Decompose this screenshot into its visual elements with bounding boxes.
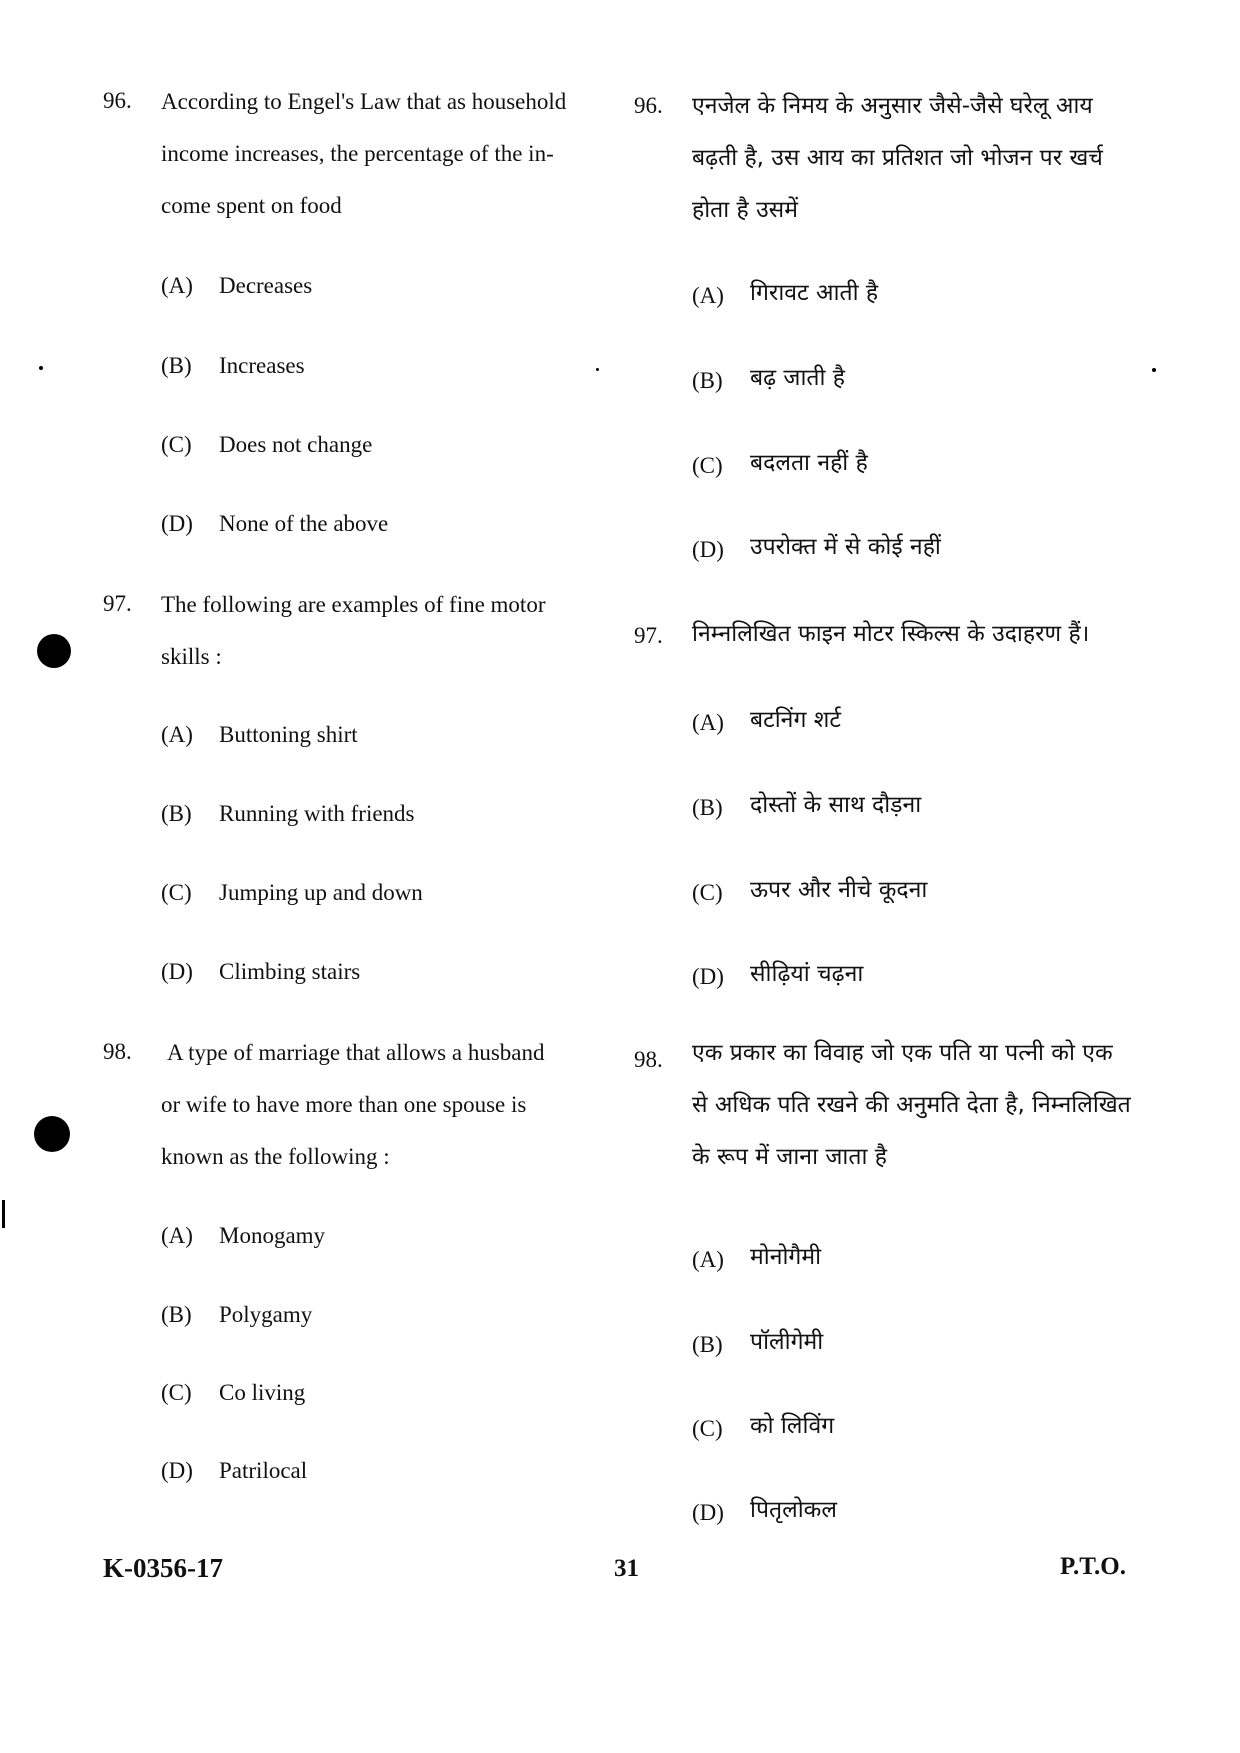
question-line: एनजेल के निमय के अनुसार जैसे-जैसे घरेलू आय (692, 93, 1093, 119)
scan-speck (39, 366, 43, 370)
option-label: (B) (161, 801, 192, 826)
option-text: Climbing stairs (219, 959, 361, 984)
question-line: होता है उसमें (692, 197, 798, 223)
question-line: skills : (161, 644, 222, 669)
scan-speck (1152, 368, 1156, 372)
page-number: 31 (614, 1555, 639, 1582)
question-line: A type of marriage that allows a husband (167, 1040, 545, 1065)
question-number-96-en: 96. (103, 88, 132, 113)
option-text: बदलता नहीं है (750, 450, 868, 476)
option-text: Does not change (219, 432, 373, 457)
option-text: Running with friends (219, 801, 415, 826)
question-line: बढ़ती है, उस आय का प्रतिशत जो भोजन पर खर्च (692, 145, 1103, 171)
option-text: पॉलीगेमी (750, 1329, 824, 1355)
question-line: income increases, the percentage of the in- (161, 141, 554, 166)
punch-hole-mark (34, 1116, 70, 1152)
option-text: पितृलोकल (750, 1497, 837, 1523)
question-line: से अधिक पति रखने की अनुमति देता है, निम्नलिखित (692, 1092, 1131, 1118)
question-text-96-hi (692, 80, 1167, 236)
question-line: एक प्रकार का विवाह जो एक पति या पत्नी को एक (692, 1040, 1113, 1066)
option-text: बढ़ जाती है (750, 365, 846, 391)
question-text-98-en (161, 1027, 621, 1183)
option-label: (A) (692, 710, 724, 735)
option-text: Decreases (219, 273, 313, 298)
option-label: (B) (692, 368, 723, 393)
option-label: (D) (161, 959, 193, 984)
option-label: (C) (692, 880, 723, 905)
question-number-96-hi: 96. (634, 93, 663, 118)
option-text: None of the above (219, 511, 389, 536)
option-label: (C) (692, 453, 723, 478)
option-label: (B) (161, 353, 192, 378)
option-label: (A) (692, 283, 724, 308)
option-label: (A) (161, 722, 193, 747)
scan-speck (596, 368, 599, 371)
option-label: (D) (692, 1500, 724, 1525)
option-label: (D) (161, 1458, 193, 1483)
question-line: The following are examples of fine motor (161, 592, 546, 617)
option-label: (C) (161, 880, 192, 905)
question-number-98-en: 98. (103, 1039, 132, 1064)
question-number-98-hi: 98. (634, 1047, 663, 1072)
scan-edge-mark (2, 1200, 5, 1228)
question-line: के रूप में जाना जाता है (692, 1144, 887, 1170)
question-line: come spent on food (161, 193, 342, 218)
option-label: (C) (161, 1380, 192, 1405)
option-text: दोस्तों के साथ दौड़ना (750, 792, 922, 818)
option-label: (B) (692, 795, 723, 820)
option-text: Buttoning shirt (219, 722, 358, 747)
option-label: (D) (692, 537, 724, 562)
option-label: (A) (161, 1223, 193, 1248)
question-text-98-hi (692, 1027, 1167, 1183)
option-label: (D) (161, 511, 193, 536)
option-label: (A) (161, 273, 193, 298)
option-label: (D) (692, 964, 724, 989)
option-text: Patrilocal (219, 1458, 308, 1483)
pto-label: P.T.O. (1060, 1553, 1126, 1580)
option-label: (A) (692, 1247, 724, 1272)
question-text-96-en (161, 76, 621, 232)
option-label: (C) (692, 1416, 723, 1441)
question-number-97-hi: 97. (634, 623, 663, 648)
option-text: Increases (219, 353, 305, 378)
option-text: सीढ़ियां चढ़ना (750, 961, 864, 987)
question-line: According to Engel's Law that as household (161, 89, 567, 114)
option-text: Polygamy (219, 1302, 313, 1327)
question-text-97-hi (692, 608, 1167, 660)
option-text: गिरावट आती है (750, 280, 879, 306)
punch-hole-mark (37, 634, 71, 668)
option-text: ऊपर और नीचे कूदना (750, 877, 928, 903)
option-text: Monogamy (219, 1223, 326, 1248)
option-text: उपरोक्त में से कोई नहीं (750, 534, 941, 560)
question-text-97-en (161, 579, 621, 683)
question-line: निम्नलिखित फाइन मोटर स्किल्स के उदाहरण हैं। (692, 621, 1090, 647)
question-line: or wife to have more than one spouse is (161, 1092, 527, 1117)
option-label: (B) (161, 1302, 192, 1327)
option-text: को लिविंग (750, 1413, 835, 1439)
option-label: (C) (161, 432, 192, 457)
option-label: (B) (692, 1332, 723, 1357)
option-text: मोनोगैमी (750, 1244, 822, 1270)
option-text: Co living (219, 1380, 306, 1405)
paper-code: K-0356-17 (103, 1553, 223, 1583)
option-text: बटनिंग शर्ट (750, 707, 841, 733)
question-number-97-en: 97. (103, 591, 132, 616)
question-line: known as the following : (161, 1144, 390, 1169)
option-text: Jumping up and down (219, 880, 423, 905)
